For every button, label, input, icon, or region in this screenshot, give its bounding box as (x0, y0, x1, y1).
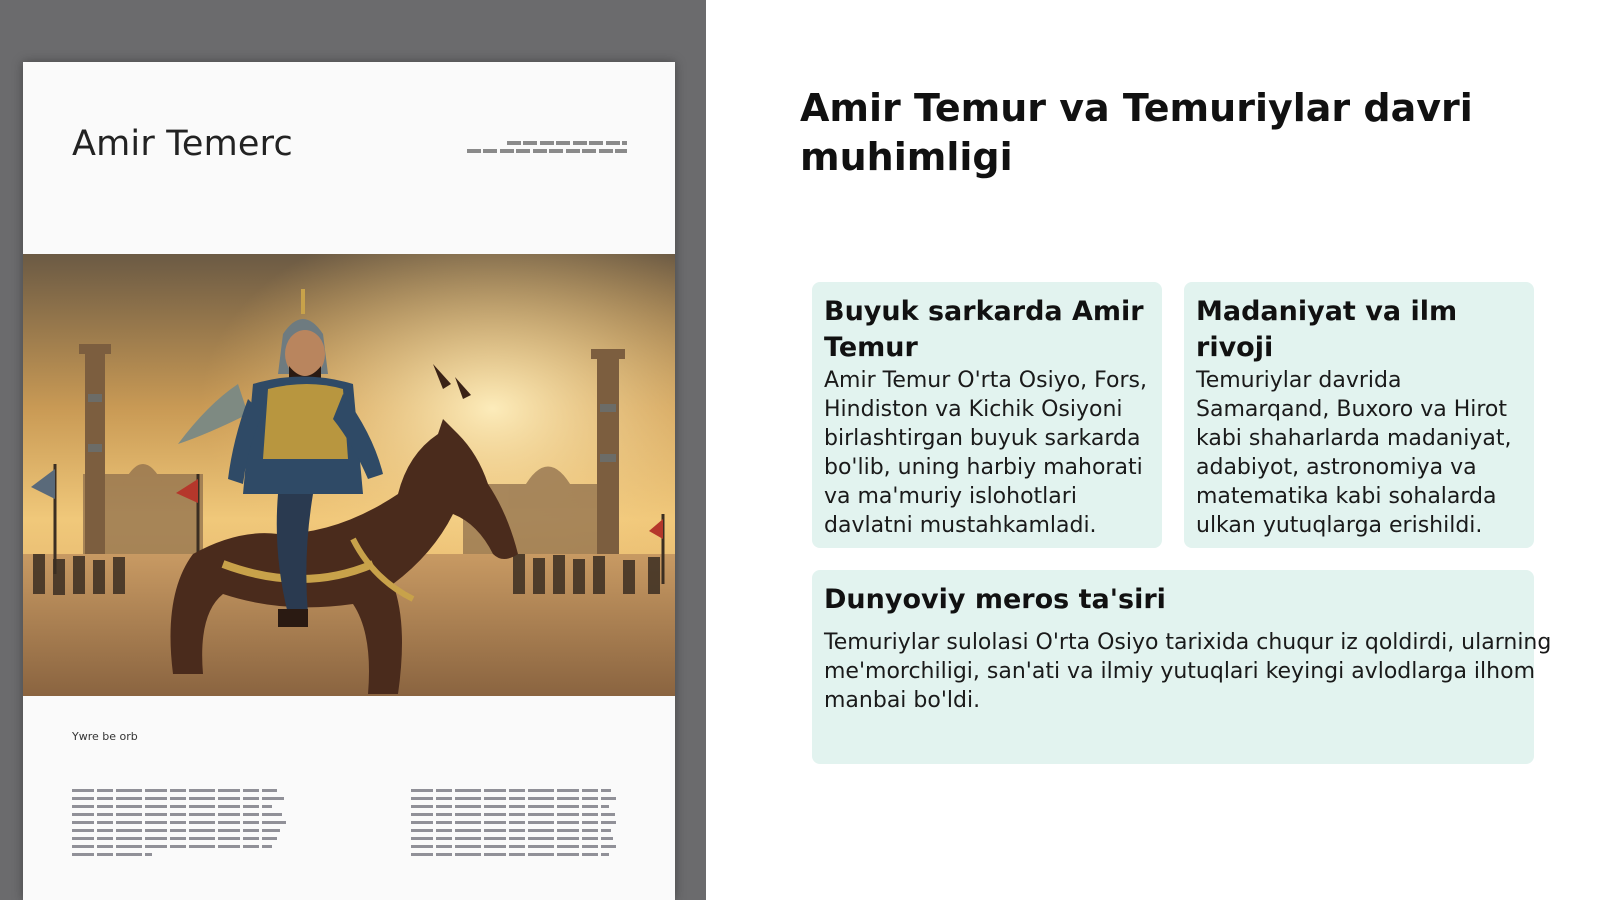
document-meta (407, 137, 627, 157)
filler-line (411, 829, 611, 832)
image-caption: Ywre be orb (72, 730, 138, 743)
filler-line (411, 845, 616, 848)
meta-line (467, 149, 627, 153)
filler-line (411, 821, 616, 824)
filler-line (72, 829, 280, 832)
filler-line (72, 813, 282, 816)
warrior-illustration (23, 254, 675, 696)
filler-line (72, 845, 272, 848)
card-heading: Dunyoviy meros ta'siri (824, 584, 1166, 615)
filler-text-column (411, 789, 616, 861)
filler-line (411, 853, 609, 856)
filler-line (411, 813, 615, 816)
card-text: Temuriylar sulolasi O'rta Osiyo tarixida chuqur iz qoldirdi, ularning me'morchiligi, san'ati va ilmiy yutuqlari keyingi avlodlarga ilhom manbai bo'ldi. (824, 630, 1552, 713)
card-heading: Madaniyat va ilm rivoji (1196, 296, 1458, 363)
filler-line (72, 805, 272, 808)
info-card (812, 570, 1552, 764)
meta-line (507, 141, 627, 145)
document-page (23, 62, 675, 900)
filler-line (411, 837, 613, 840)
card-heading: Buyuk sarkarda Amir Temur (824, 296, 1144, 363)
info-card (812, 282, 1162, 548)
filler-line (72, 821, 286, 824)
card-text: Temuriylar davrida Samarqand, Buxoro va Hirot kabi shaharlarda madaniyat, adabiyot, astronomiya va matematika kabi sohalarda ulkan yutuqlarga erishildi. (1196, 368, 1512, 538)
filler-line (72, 797, 284, 800)
filler-line (411, 805, 609, 808)
document-preview-panel (0, 0, 706, 900)
card-text: Amir Temur O'rta Osiyo, Fors, Hindiston va Kichik Osiyoni birlashtirgan buyuk sarkarda bo'lib, uning harbiy mahorati va ma'muriy islohotlari davlatni mustahkamladi. (824, 368, 1147, 538)
filler-line (72, 837, 277, 840)
filler-line (411, 789, 611, 792)
filler-line (72, 789, 277, 792)
info-card (1184, 282, 1534, 548)
slide-title: Amir Temur va Temuriylar davri muhimligi (800, 86, 1473, 179)
filler-line (72, 853, 152, 856)
document-title: Amir Temerc (72, 124, 293, 164)
filler-text-column (72, 789, 287, 861)
filler-line (411, 797, 616, 800)
